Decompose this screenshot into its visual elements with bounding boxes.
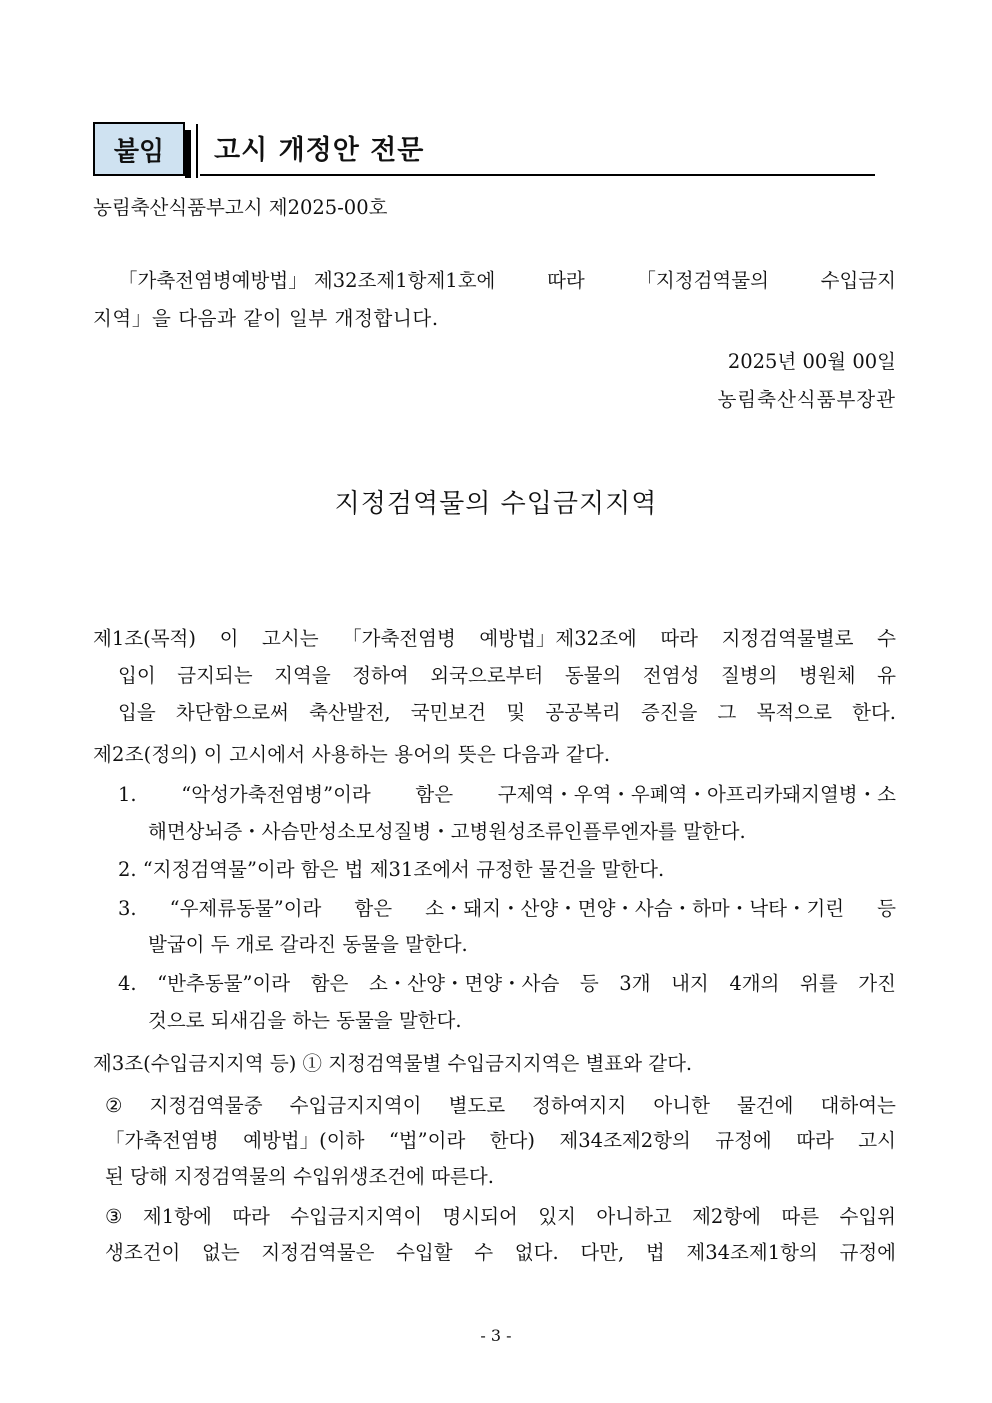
word: 별도로 (448, 1094, 506, 1117)
word: 규정에 (715, 1129, 772, 1152)
word: 따른 (781, 1205, 820, 1228)
word: 없는 (202, 1241, 240, 1264)
notice-date: 2025년 00월 00일 (727, 350, 896, 373)
word: 국민보건 (410, 701, 487, 724)
word: 수입금지지역이 (289, 1094, 422, 1117)
word: “법”이라 (388, 1129, 466, 1152)
word: 그 (717, 701, 737, 724)
word: 차단함으로써 (175, 701, 289, 724)
word: 따라 (796, 1129, 834, 1152)
word: 등 (877, 897, 896, 920)
word: 1. (118, 783, 137, 806)
word: 구제역・우역・우폐역・아프리카돼지열병・소 (497, 783, 896, 806)
word: 3개 (619, 972, 651, 995)
definition-3-line-2: 발굽이 두 개로 갈라진 동물을 말한다. (148, 933, 468, 956)
header-title: 고시 개정안 전문 (214, 135, 425, 166)
article-3-para-2-line-2 (105, 1131, 896, 1151)
article-3-para-2-line-3: 된 당해 지정검역물의 수입위생조건에 따른다. (105, 1165, 494, 1188)
definition-4-line-1 (118, 974, 896, 994)
word: 대하여는 (820, 1094, 896, 1117)
word: 정하여 (352, 664, 409, 687)
word: 금지되는 (177, 664, 253, 687)
word: 수입위 (839, 1205, 896, 1228)
article-2-heading: 제2조(정의) 이 고시에서 사용하는 용어의 뜻은 다음과 같다. (93, 743, 611, 766)
word: 없다. (514, 1241, 559, 1264)
intro-line-1 (118, 271, 896, 291)
minister-name: 농림축산식품부장관 (717, 388, 896, 411)
word: “악성가축전염병”이라 (181, 783, 371, 806)
intro-line-2: 지역」을 다음과 같이 일부 개정합니다. (93, 307, 439, 330)
article-1-line-2 (118, 666, 896, 686)
word: 물건에 (736, 1094, 794, 1117)
page-number: - 3 - (480, 1326, 512, 1345)
word: ③ (105, 1205, 123, 1228)
word: 규정에 (839, 1241, 896, 1264)
notice-number: 농림축산식품부고시 제2025-00호 (93, 196, 388, 219)
intro-word: 수입금지 (820, 269, 896, 292)
word: 고시 (858, 1129, 896, 1152)
word: 축산발전, (309, 701, 391, 724)
word: 수 (474, 1241, 494, 1264)
word: 제34조제2항의 (559, 1129, 691, 1152)
word: 내지 (671, 972, 709, 995)
word: 제34조제1항의 (686, 1241, 818, 1264)
word: 「가축전염병 (342, 627, 456, 650)
word: 가진 (858, 972, 896, 995)
word: 소・산양・면양・사슴 (368, 972, 560, 995)
article-3-heading: 제3조(수입금지지역 등) ① 지정검역물별 수입금지지역은 별표와 같다. (93, 1052, 693, 1075)
word: 제2항에 (692, 1205, 762, 1228)
word: 유 (877, 664, 896, 687)
definition-1-line-2: 해면상뇌증・사슴만성소모성질병・고병원성조류인플루엔자를 말한다. (148, 820, 746, 843)
word: 예방법」제32조에 (479, 627, 637, 650)
word: 목적으로 (756, 701, 832, 724)
word: 3. (118, 897, 137, 920)
word: 이 (219, 627, 239, 650)
word: 따라 (232, 1205, 270, 1228)
word: 생조건이 (105, 1241, 181, 1264)
attachment-header (93, 122, 875, 178)
word: “우제류동물”이라 (169, 897, 322, 920)
definition-3-line-1 (118, 899, 896, 919)
article-3-para-2-line-1 (105, 1096, 896, 1116)
word: 수 (877, 627, 896, 650)
word: 명시되어 (442, 1205, 518, 1228)
word: 4개의 (729, 972, 780, 995)
definition-2: 2. “지정검역물”이라 함은 법 제31조에서 규정한 물건을 말한다. (118, 858, 665, 881)
word: 소・돼지・산양・면양・사슴・하마・낙타・기린 (425, 897, 845, 920)
word: 입이 (118, 664, 156, 687)
word: 수입할 (396, 1241, 453, 1264)
word: 지정검역물중 (149, 1094, 263, 1117)
word: 아니하고 (596, 1205, 672, 1228)
definition-4-line-2: 것으로 되새김을 하는 동물을 말한다. (148, 1009, 462, 1032)
word: 4. (118, 972, 137, 995)
word: 외국으로부터 (430, 664, 544, 687)
word: 따라 (660, 627, 699, 650)
word: 「가축전염병 (105, 1129, 219, 1152)
word: 증진을 (640, 701, 698, 724)
article-3-para-3-line-1 (105, 1207, 896, 1227)
word: 제1항에 (142, 1205, 212, 1228)
header-underline (200, 174, 875, 176)
intro-word: 「지정검역물의 (636, 269, 769, 292)
word: 질병의 (720, 664, 778, 687)
word: “반추동물”이라 (157, 972, 291, 995)
word: 아니한 (653, 1094, 710, 1117)
word: 법 (645, 1241, 665, 1264)
word: 위를 (800, 972, 838, 995)
word: 등 (579, 972, 599, 995)
intro-word: 「가축전염병예방법」 제32조제1항제1호에 (118, 269, 496, 292)
word: 수입금지지역이 (290, 1205, 423, 1228)
word: 공공복리 (545, 701, 621, 724)
article-1-line-3 (118, 703, 896, 723)
word: 정하여지지 (532, 1094, 627, 1117)
document-title: 지정검역물의 수입금지지역 (334, 489, 658, 519)
word: 한다) (489, 1129, 535, 1152)
header-divider (196, 124, 198, 178)
word: 동물의 (564, 664, 622, 687)
word: 다만, (580, 1241, 625, 1264)
word: 병원체 (799, 664, 856, 687)
word: 예방법」(이하 (243, 1129, 365, 1152)
word: 함은 (354, 897, 393, 920)
intro-word: 따라 (547, 269, 585, 292)
word: 입을 (118, 701, 156, 724)
article-1-line-1 (93, 629, 896, 649)
word: 지역을 (274, 664, 331, 687)
word: 있지 (538, 1205, 576, 1228)
word: 고시는 (262, 627, 319, 650)
word: 함은 (415, 783, 454, 806)
word: 함은 (310, 972, 349, 995)
definition-1-line-1 (118, 785, 896, 805)
word: 전염성 (642, 664, 700, 687)
attachment-tag: 붙임 (93, 122, 185, 176)
word: 제1조(목적) (93, 627, 196, 650)
word: 한다. (852, 701, 896, 724)
word: 지정검역물별로 (721, 627, 854, 650)
word: 및 (506, 701, 526, 724)
word: 지정검역물은 (261, 1241, 375, 1264)
article-3-para-3-line-2 (105, 1243, 896, 1263)
word: ② (105, 1094, 123, 1117)
